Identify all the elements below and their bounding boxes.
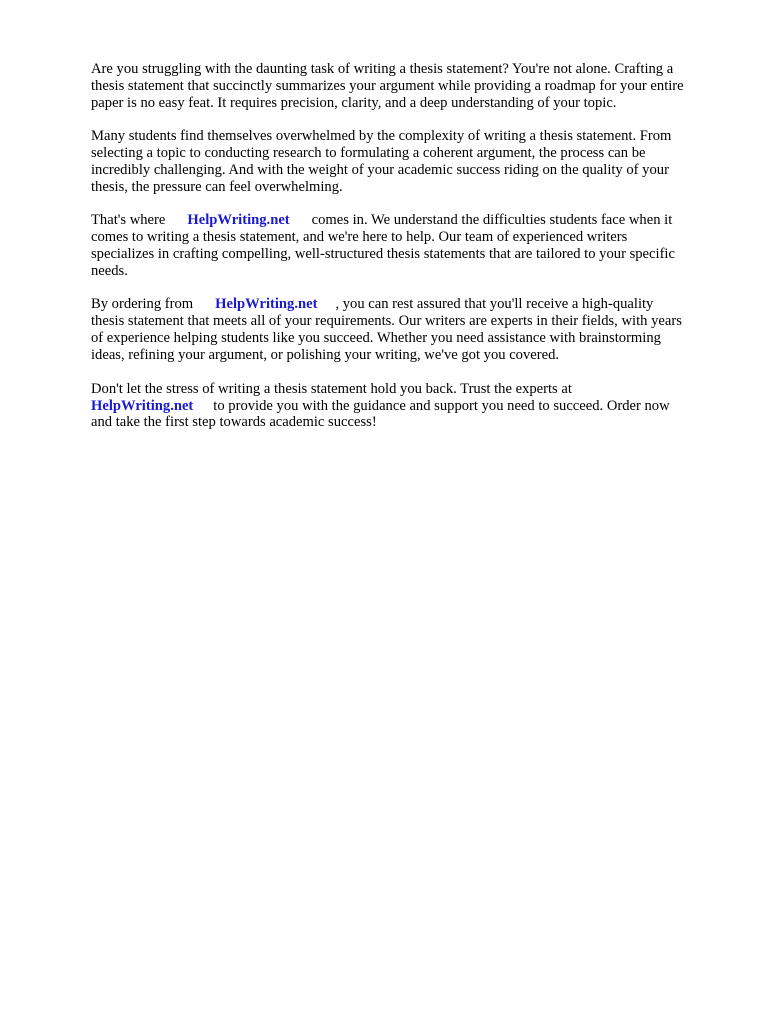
- text-line: [91, 296, 728, 313]
- paragraph-service: [91, 212, 728, 280]
- text-line: thesis statement that meets all of your requirements. Our writers are experts in their fields, with years: [91, 313, 682, 330]
- paragraph-struggle: [91, 128, 728, 196]
- paragraph-closing: [91, 381, 728, 432]
- paragraph-ordering: [91, 296, 728, 364]
- text-line: Many students find themselves overwhelmed by the complexity of writing a thesis statement. From: [91, 128, 672, 145]
- text-line: thesis statement that succinctly summarizes your argument while providing a roadmap for your entire: [91, 77, 684, 94]
- helpwriting-link[interactable]: HelpWriting.net: [91, 397, 194, 414]
- text-fragment: By ordering from: [91, 296, 194, 313]
- text-line: Are you struggling with the daunting task of writing a thesis statement? You're not alone. Crafting a: [91, 61, 674, 77]
- text-line: thesis, the pressure can feel overwhelming.: [91, 178, 343, 195]
- text-fragment: comes in. We understand the difficulties students face when it: [311, 212, 673, 229]
- paragraph-intro: [91, 61, 728, 112]
- text-line: Don't let the stress of writing a thesis statement hold you back. Trust the experts at: [91, 380, 572, 397]
- text-fragment: That's where: [91, 212, 166, 229]
- text-line: [91, 212, 728, 229]
- text-line: paper is no easy feat. It requires precision, clarity, and a deep understanding of your topic.: [91, 94, 617, 111]
- text-line: incredibly challenging. And with the weight of your academic success riding on the quality of your: [91, 162, 669, 179]
- text-line: needs.: [91, 263, 128, 280]
- helpwriting-link[interactable]: HelpWriting.net: [187, 212, 290, 229]
- text-line: and take the first step towards academic success!: [91, 414, 377, 431]
- text-fragment: , you can rest assured that you'll receive a high-quality: [335, 296, 654, 313]
- text-line: ideas, refining your argument, or polishing your writing, we've got you covered.: [91, 347, 560, 364]
- text-line: selecting a topic to conducting research to formulating a coherent argument, the process can be: [91, 145, 646, 162]
- text-line: of experience helping students like you succeed. Whether you need assistance with brainstorming: [91, 330, 661, 347]
- text-line: comes to writing a thesis statement, and we're here to help. Our team of experienced writers: [91, 229, 628, 246]
- helpwriting-link[interactable]: HelpWriting.net: [215, 296, 318, 313]
- text-line: [91, 398, 728, 415]
- text-line: specializes in crafting compelling, well-structured thesis statements that are tailored to your specific: [91, 246, 675, 263]
- text-fragment: to provide you with the guidance and support you need to succeed. Order now: [213, 397, 670, 414]
